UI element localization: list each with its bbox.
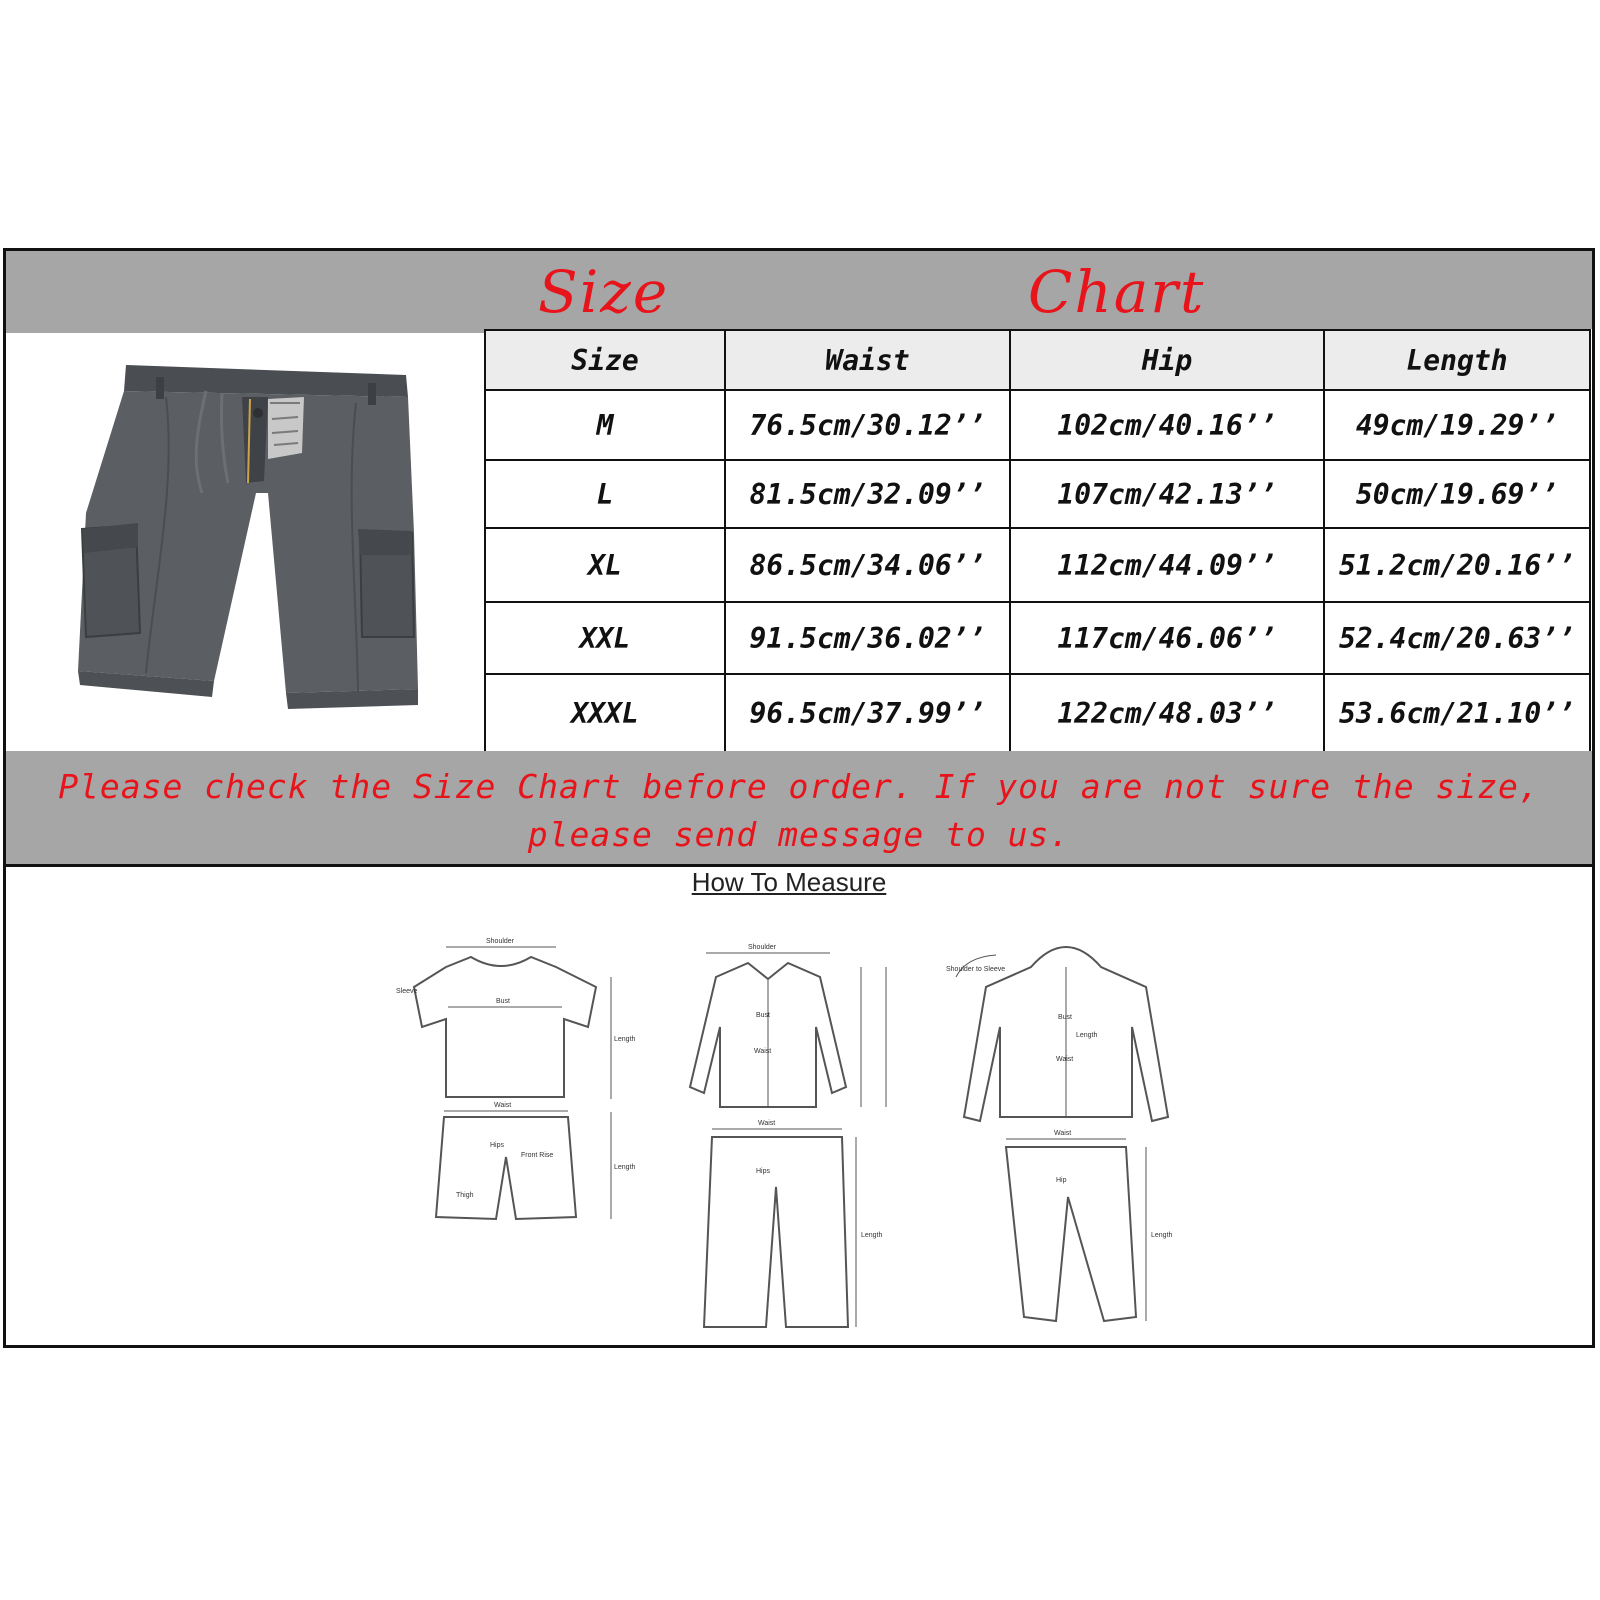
label-thigh: Thigh (456, 1192, 474, 1199)
table-cell: XXL (485, 602, 725, 674)
table-row (485, 528, 1590, 602)
title-bar (6, 251, 1592, 329)
label-waist: Waist (1054, 1130, 1072, 1137)
table-row (485, 602, 1590, 674)
header-cell: Length (1324, 330, 1590, 390)
shorts-diagram (436, 1102, 636, 1219)
label-front-rise: Front Rise (521, 1152, 554, 1159)
table-cell: 81.5cm/32.09’’ (725, 460, 1010, 528)
notice-line-1: Please check the Size Chart before order. If you are not sure the size, (58, 767, 1540, 806)
notice-text (6, 751, 1592, 859)
table-cell: M (485, 390, 725, 460)
shirt-diagram (690, 944, 886, 1107)
label-length: Length (614, 1164, 636, 1171)
label-length: Length (614, 1036, 636, 1043)
label-length: Length (1076, 1032, 1098, 1039)
table-cell: XL (485, 528, 725, 602)
table-row (485, 460, 1590, 528)
label-waist: Waist (494, 1102, 512, 1109)
label-shoulder: Shoulder (748, 944, 777, 951)
table-cell: 117cm/46.06’’ (1010, 602, 1324, 674)
table-cell: 122cm/48.03’’ (1010, 674, 1324, 752)
label-hip: Hip (1056, 1177, 1067, 1184)
title-chart: Chart (1028, 258, 1206, 326)
hoodie-diagram (946, 947, 1168, 1121)
size-chart-panel (3, 248, 1595, 1348)
pants-diagram (704, 1120, 883, 1327)
how-to-measure-title: How To Measure (691, 867, 887, 897)
how-to-measure-section (6, 867, 1592, 1345)
label-shoulder-to-sleeve: Shoulder to Sleeve (946, 966, 1006, 973)
table-cell: 53.6cm/21.10’’ (1324, 674, 1590, 752)
label-length: Length (1151, 1232, 1173, 1239)
label-bust: Bust (1058, 1014, 1073, 1021)
label-hips: Hips (490, 1142, 505, 1149)
header-cell: Waist (725, 330, 1010, 390)
label-shoulder: Shoulder (486, 938, 515, 945)
label-hips: Hips (756, 1168, 771, 1175)
title-size: Size (538, 258, 670, 326)
label-sleeve: Sleeve (396, 988, 418, 995)
product-photo-shorts (6, 333, 484, 751)
label-bust: Bust (496, 998, 511, 1005)
table-header-row (485, 330, 1590, 390)
table-cell: 51.2cm/20.16’’ (1324, 528, 1590, 602)
table-cell: 76.5cm/30.12’’ (725, 390, 1010, 460)
notice-line-2: please send message to us. (527, 815, 1071, 854)
table-row (485, 390, 1590, 460)
table-row (485, 674, 1590, 752)
measure-diagrams (356, 907, 1256, 1347)
size-table (484, 329, 1591, 753)
label-waist: Waist (758, 1120, 776, 1127)
header-cell: Size (485, 330, 725, 390)
notice-bar (6, 751, 1592, 867)
table-cell: 96.5cm/37.99’’ (725, 674, 1010, 752)
table-cell: XXXL (485, 674, 725, 752)
label-waist: Waist (754, 1048, 772, 1055)
header-cell: Hip (1010, 330, 1324, 390)
joggers-diagram (1006, 1130, 1173, 1321)
tshirt-diagram (396, 938, 636, 1099)
table-cell: 91.5cm/36.02’’ (725, 602, 1010, 674)
table-cell: L (485, 460, 725, 528)
table-cell: 102cm/40.16’’ (1010, 390, 1324, 460)
label-length: Length (861, 1232, 883, 1239)
table-cell: 86.5cm/34.06’’ (725, 528, 1010, 602)
table-cell: 49cm/19.29’’ (1324, 390, 1590, 460)
table-cell: 50cm/19.69’’ (1324, 460, 1590, 528)
table-cell: 52.4cm/20.63’’ (1324, 602, 1590, 674)
label-waist: Waist (1056, 1056, 1074, 1063)
label-bust: Bust (756, 1012, 771, 1019)
table-cell: 112cm/44.09’’ (1010, 528, 1324, 602)
table-cell: 107cm/42.13’’ (1010, 460, 1324, 528)
